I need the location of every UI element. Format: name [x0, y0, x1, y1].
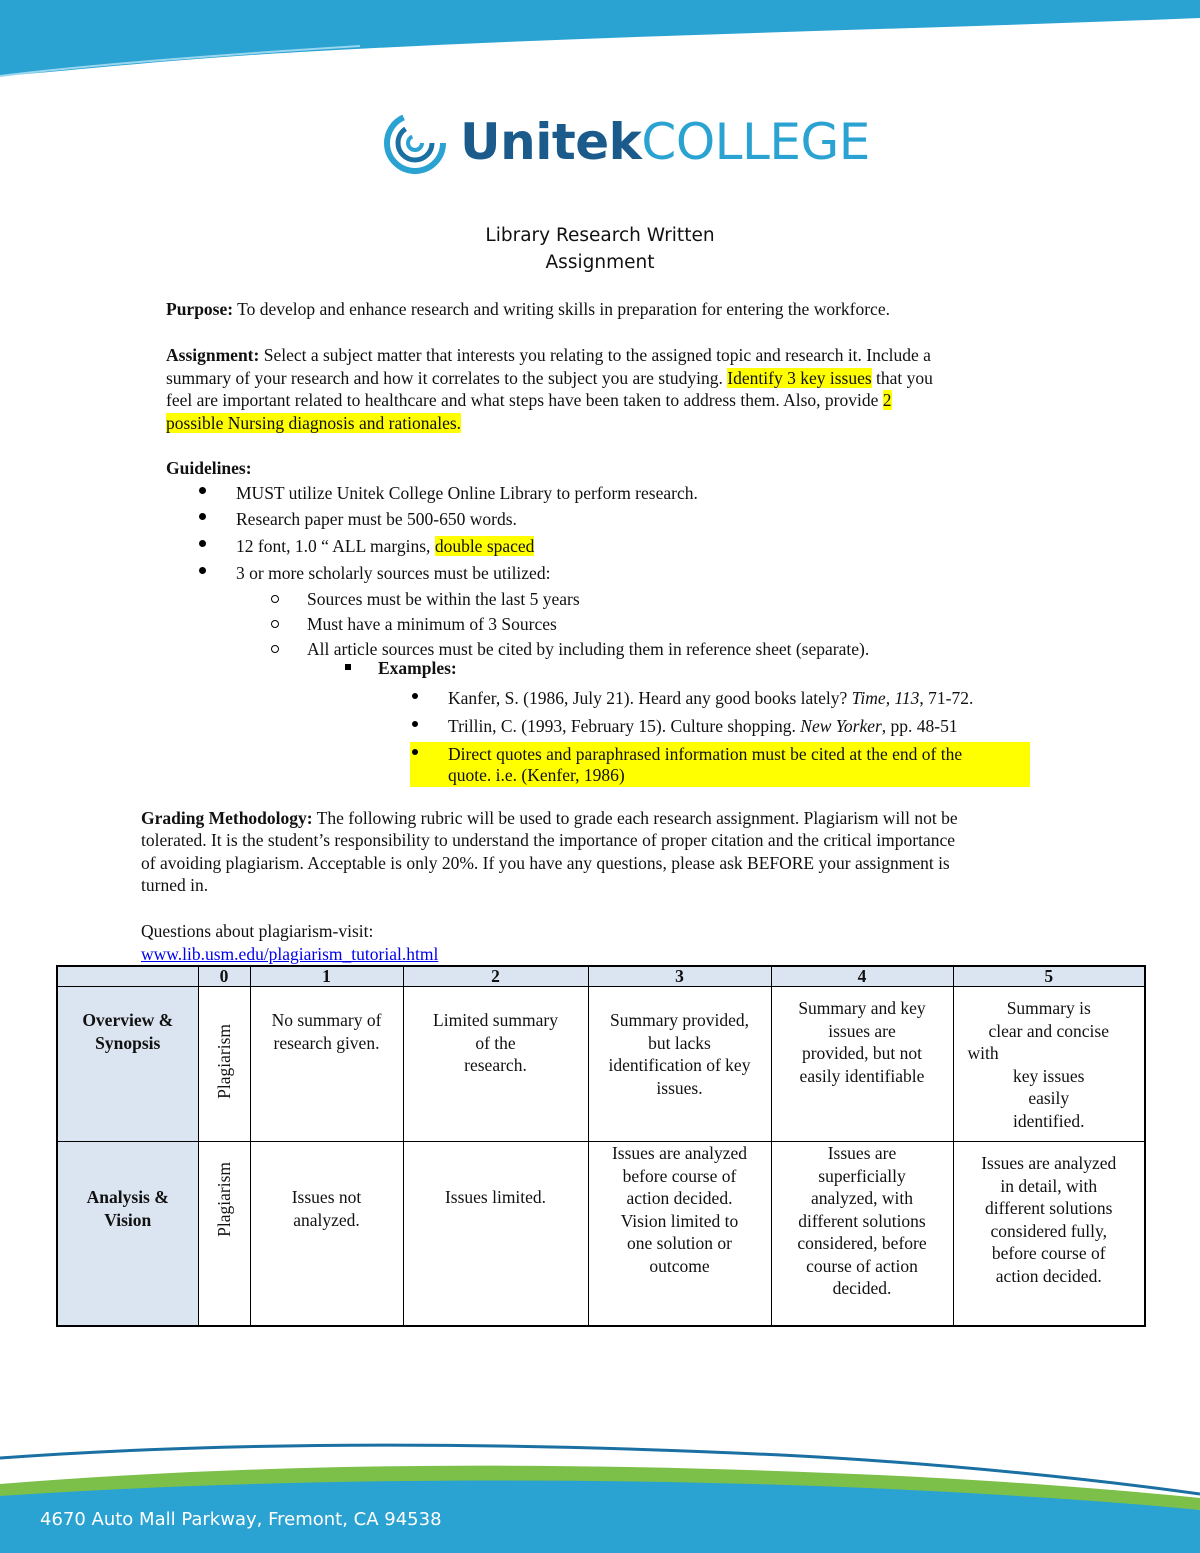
assignment-text-4: feel are important related to healthcare and what steps have been taken to address them. Also, provide: [166, 390, 883, 410]
rubric-line: considered, before: [797, 1233, 927, 1253]
assignment-paragraph: [166, 344, 933, 434]
citation-pages: , 71-72.: [919, 688, 974, 708]
rubric-row-overview: [57, 987, 1145, 1142]
logo-swirl-icon: [384, 112, 448, 174]
rubric-line: provided, but not: [801, 1043, 923, 1063]
rubric-line: issues are: [828, 1020, 896, 1041]
rubric-line: easily identifiable: [799, 1065, 925, 1086]
rubric-line: course of action: [806, 1255, 918, 1276]
plagiarism-tutorial-link[interactable]: www.lib.usm.edu/plagiarism_tutorial.html: [141, 943, 439, 964]
rubric-line: Issues are analyzed: [981, 1153, 1117, 1173]
rubric-header-row: [57, 966, 1145, 987]
rubric-header-cell: 1: [250, 966, 403, 987]
rubric-line: issues.: [656, 1077, 703, 1098]
purpose-paragraph: [166, 298, 890, 321]
rubric-line: Issues not: [291, 1187, 362, 1207]
rubric-line: No summary of: [271, 1010, 382, 1030]
circle-bullet-icon: [271, 645, 279, 653]
guideline-item: 3 or more scholarly sources must be utilized:: [236, 563, 551, 583]
rubric-line: Vision limited to: [620, 1210, 739, 1231]
citation-pages: , pp. 48-51: [881, 716, 958, 736]
guideline-item: Research paper must be 500-650 words.: [236, 509, 517, 529]
grading-label: Grading Methodology:: [141, 808, 313, 828]
bullet-icon: [412, 693, 418, 699]
rubric-line: Summary is: [1006, 998, 1091, 1018]
rubric-header-cell: 4: [771, 966, 953, 987]
rubric-line: before course of: [622, 1165, 737, 1186]
guideline-item: MUST utilize Unitek College Online Library to perform research.: [236, 483, 698, 503]
page-title: [0, 222, 1200, 276]
rubric-line: action decided.: [995, 1265, 1102, 1286]
top-wave-decoration: [0, 0, 1200, 90]
grading-text: tolerated. It is the student’s responsibility to understand the importance of proper citation and the critical importance: [141, 830, 955, 851]
bullet-icon: [199, 513, 206, 520]
circle-bullet-icon: [271, 595, 279, 603]
highlight-double-spaced: double spaced: [434, 536, 535, 556]
bullet-icon: [199, 567, 206, 574]
grading-text: turned in.: [141, 874, 209, 895]
criterion-line: Analysis &: [86, 1187, 169, 1207]
bullet-icon: [412, 749, 418, 755]
highlight-number: 2: [882, 390, 892, 410]
rubric-line: analyzed, with: [810, 1188, 914, 1208]
questions-text: Questions about plagiarism-visit:: [141, 921, 374, 941]
circle-bullet-icon: [271, 620, 279, 628]
rubric-line: with: [967, 1043, 999, 1063]
rubric-line: Issues are analyzed: [611, 1143, 748, 1163]
rubric-cell: [403, 1142, 588, 1326]
rubric-line: research given.: [273, 1032, 380, 1053]
rubric-line: Summary provided,: [609, 1010, 749, 1030]
assignment-text-3: that you: [871, 367, 933, 388]
citation-journal: Time, 113: [851, 688, 920, 708]
assignment-text-2: summary of your research and how it correlates to the subject you are studying.: [166, 367, 728, 388]
rubric-line: considered fully,: [990, 1220, 1107, 1241]
footer-address: 4670 Auto Mall Parkway, Fremont, CA 94538: [40, 1509, 442, 1530]
criterion-line: Overview &: [82, 1010, 174, 1030]
rubric-line: superficially: [818, 1165, 906, 1186]
rubric-line: key issues: [1013, 1065, 1085, 1086]
title-line-1: Library Research Written: [485, 225, 715, 246]
title-line-2: Assignment: [545, 252, 655, 273]
plagiarism-label: Plagiarism: [213, 1023, 234, 1099]
rubric-line: Limited summary: [433, 1010, 558, 1030]
guideline-font-text: 12 font, 1.0 “ ALL margins,: [236, 536, 435, 556]
grading-paragraph: [141, 807, 958, 896]
bullet-icon: [199, 540, 206, 547]
rubric-line: outcome: [649, 1255, 710, 1276]
rubric-header-cell: 0: [198, 966, 250, 987]
guideline-subitem: Sources must be within the last 5 years: [307, 589, 580, 609]
rubric-cell: [250, 987, 403, 1142]
rubric-criterion: [57, 1142, 198, 1326]
rubric-cell-score-0: [198, 1142, 250, 1326]
citation-journal: New Yorker: [800, 716, 882, 736]
grading-rubric-table: [56, 965, 1146, 1327]
rubric-row-analysis: [57, 1142, 1145, 1326]
rubric-line: Issues are: [827, 1143, 897, 1163]
grading-text: The following rubric will be used to grade each research assignment. Plagiarism will not be: [312, 808, 958, 828]
rubric-cell: [953, 1142, 1145, 1326]
bullet-icon: [412, 721, 418, 727]
rubric-line: but lacks: [648, 1032, 711, 1053]
college-logo: [384, 108, 870, 178]
plagiarism-questions: [141, 920, 438, 965]
logo-text-light: COLLEGE: [641, 113, 870, 171]
logo-text-bold: Unitek: [460, 113, 642, 171]
plagiarism-label: Plagiarism: [213, 1162, 234, 1237]
citation-rule-line-1: Direct quotes and paraphrased information must be cited at the end of the: [448, 744, 963, 764]
rubric-line: action decided.: [626, 1188, 733, 1208]
logo-wordmark: [460, 112, 870, 172]
rubric-cell: [588, 987, 771, 1142]
rubric-line: decided.: [832, 1278, 892, 1298]
purpose-label: Purpose:: [166, 299, 234, 319]
purpose-text: To develop and enhance research and writing skills in preparation for entering the workforce.: [233, 299, 890, 319]
guidelines-heading: Guidelines:: [166, 458, 252, 478]
example-citation: [448, 687, 973, 710]
assignment-label: Assignment:: [166, 345, 260, 365]
square-bullet-icon: [345, 664, 351, 670]
citation-text: Trillin, C. (1993, February 15). Culture shopping.: [448, 716, 801, 736]
example-citation: [448, 715, 958, 738]
rubric-line: Issues limited.: [444, 1187, 547, 1207]
examples-label: Examples:: [378, 658, 457, 678]
rubric-cell: [588, 1142, 771, 1326]
rubric-line: in detail, with: [1000, 1175, 1098, 1196]
rubric-line: clear and concise: [988, 1020, 1109, 1041]
citation-rule-line-2: quote. i.e. (Kenfer, 1986): [448, 765, 625, 785]
assignment-text-1: Select a subject matter that interests you relating to the assigned topic and research it. Include a: [259, 345, 931, 365]
rubric-line: different solutions: [798, 1210, 926, 1231]
rubric-line: identified.: [1013, 1110, 1085, 1131]
rubric-line: before course of: [991, 1243, 1106, 1263]
rubric-line: of the: [475, 1032, 516, 1053]
bullet-icon: [199, 487, 206, 494]
guideline-subitem: All article sources must be cited by including them in reference sheet (separate).: [307, 639, 870, 659]
citation-text: Kanfer, S. (1986, July 21). Heard any good books lately?: [448, 688, 852, 708]
rubric-cell: [953, 987, 1145, 1142]
rubric-line: one solution or: [627, 1233, 732, 1253]
criterion-line: Vision: [104, 1209, 152, 1230]
rubric-line: different solutions: [984, 1198, 1113, 1218]
rubric-criterion: [57, 987, 198, 1142]
bottom-wave-decoration: [0, 1440, 1200, 1553]
rubric-header-cell: 5: [953, 966, 1145, 987]
grading-text: of avoiding plagiarism. Acceptable is only 20%. If you have any questions, please ask BEFORE your assignment is: [141, 852, 950, 873]
rubric-header-cell: 3: [588, 966, 771, 987]
rubric-line: research.: [464, 1055, 527, 1075]
highlight-nursing-diagnosis: possible Nursing diagnosis and rationales.: [166, 412, 462, 433]
rubric-header-cell: [57, 966, 198, 987]
rubric-line: identification of key: [608, 1055, 751, 1075]
guideline-item: [236, 535, 534, 558]
criterion-line: Synopsis: [95, 1032, 161, 1053]
guideline-subitem: Must have a minimum of 3 Sources: [307, 614, 557, 634]
rubric-cell: [250, 1142, 403, 1326]
rubric-line: easily: [1028, 1088, 1070, 1108]
rubric-cell-score-0: [198, 987, 250, 1142]
rubric-line: Summary and key: [798, 998, 926, 1018]
highlight-key-issues: Identify 3 key issues: [727, 367, 872, 388]
rubric-cell: [403, 987, 588, 1142]
rubric-line: analyzed.: [293, 1209, 360, 1230]
rubric-cell: [771, 987, 953, 1142]
rubric-header-cell: 2: [403, 966, 588, 987]
rubric-cell: [771, 1142, 953, 1326]
